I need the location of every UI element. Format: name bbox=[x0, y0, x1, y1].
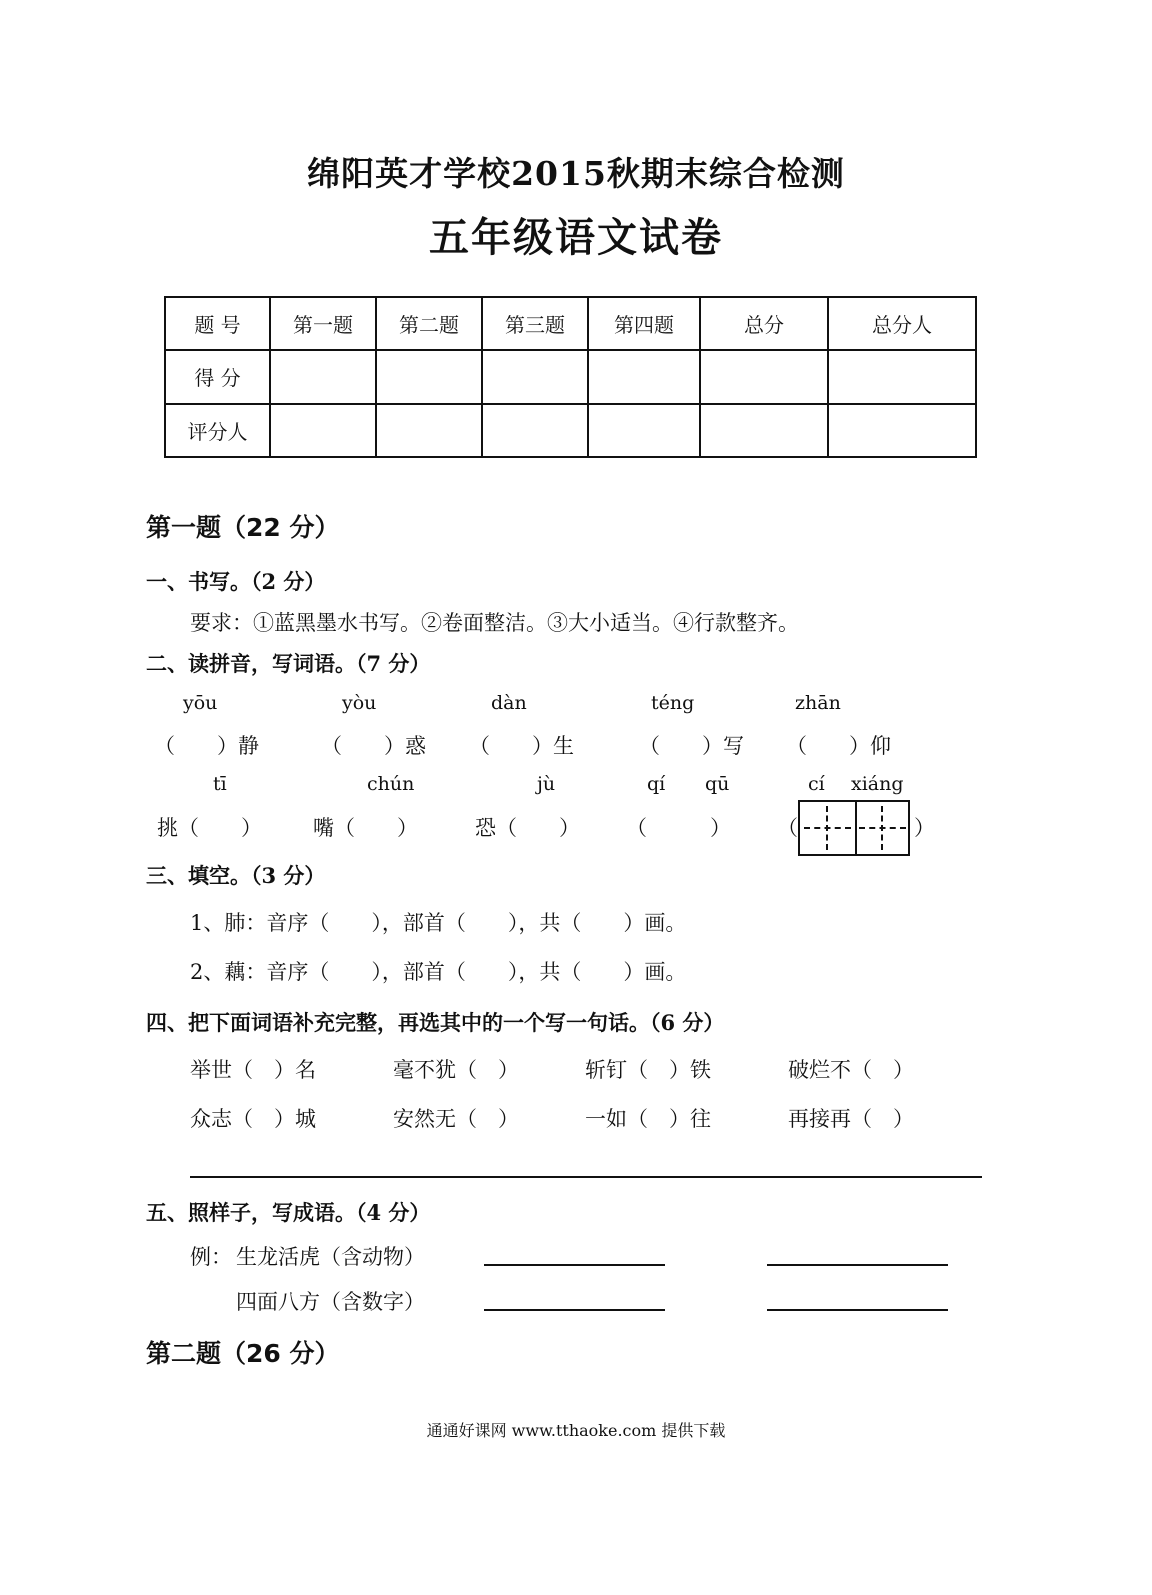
score-table bbox=[164, 296, 977, 458]
pinyin-blank[interactable]: 恐（ ） bbox=[475, 816, 580, 840]
tianzige-cell[interactable] bbox=[855, 802, 910, 854]
score-table-header-row bbox=[165, 297, 976, 350]
score-header-cell: 第三题 bbox=[482, 297, 588, 350]
pinyin: téng bbox=[651, 692, 695, 714]
pinyin-blank[interactable]: （ ）惑 bbox=[321, 734, 426, 758]
pinyin: chún bbox=[367, 773, 415, 795]
score-cell[interactable] bbox=[700, 350, 828, 403]
document-title: 绵阳英才学校2015秋期末综合检测 bbox=[307, 154, 845, 193]
pinyin: yōu bbox=[183, 692, 218, 714]
pinyin: yòu bbox=[342, 692, 377, 714]
open-paren: （ bbox=[777, 816, 798, 840]
score-cell[interactable] bbox=[828, 404, 976, 457]
pinyin: jù bbox=[537, 773, 556, 795]
score-header-cell: 第二题 bbox=[376, 297, 482, 350]
pinyin: cí bbox=[808, 773, 825, 795]
idiom-blank[interactable]: 举世（ ）名 bbox=[190, 1058, 316, 1082]
close-paren: ） bbox=[914, 816, 935, 840]
score-table-row bbox=[165, 350, 976, 403]
score-row-label: 评分人 bbox=[165, 404, 270, 457]
question-two-title: 二、读拼音，写词语。（7 分） bbox=[146, 651, 431, 676]
score-header-cell: 总分 bbox=[700, 297, 828, 350]
score-row-label: 得 分 bbox=[165, 350, 270, 403]
footer-credit: 通通好课网 www.tthaoke.com 提供下载 bbox=[426, 1421, 726, 1440]
section-two-title: 第二题（26 分） bbox=[146, 1339, 340, 1368]
score-cell[interactable] bbox=[270, 350, 376, 403]
idiom-blank[interactable]: 毫不犹（ ） bbox=[393, 1058, 519, 1082]
score-cell[interactable] bbox=[588, 350, 700, 403]
idiom-answer-line[interactable] bbox=[484, 1264, 665, 1266]
pinyin: tī bbox=[213, 773, 227, 795]
tianzige-cell[interactable] bbox=[800, 802, 857, 854]
pinyin-blank[interactable]: （ ） bbox=[626, 816, 731, 840]
fill-blank-line[interactable]: 1、肺：音序（ ），部首（ ），共（ ）画。 bbox=[190, 911, 687, 935]
score-cell[interactable] bbox=[482, 404, 588, 457]
document-subtitle: 五年级语文试卷 bbox=[429, 215, 723, 261]
pinyin-blank[interactable]: 挑（ ） bbox=[157, 816, 262, 840]
score-cell[interactable] bbox=[700, 404, 828, 457]
score-header-cell: 总分人 bbox=[828, 297, 976, 350]
idiom-answer-line[interactable] bbox=[484, 1309, 665, 1311]
score-cell[interactable] bbox=[828, 350, 976, 403]
score-cell[interactable] bbox=[270, 404, 376, 457]
idiom-blank[interactable]: 安然无（ ） bbox=[393, 1107, 519, 1131]
pinyin: qí bbox=[647, 773, 666, 795]
pinyin: zhān bbox=[795, 692, 841, 714]
pinyin-blank[interactable]: 嘴（ ） bbox=[313, 816, 418, 840]
pinyin: xiáng bbox=[851, 773, 904, 795]
question-five-title: 五、照样子，写成语。（4 分） bbox=[146, 1200, 431, 1225]
idiom-example: 生龙活虎（含动物） bbox=[236, 1245, 425, 1269]
question-three-title: 三、填空。（3 分） bbox=[146, 863, 326, 888]
pinyin: dàn bbox=[491, 692, 527, 714]
fill-blank-line[interactable]: 2、藕：音序（ ），部首（ ），共（ ）画。 bbox=[190, 960, 687, 984]
example-prefix: 例： bbox=[190, 1245, 232, 1269]
idiom-answer-line[interactable] bbox=[767, 1264, 948, 1266]
score-cell[interactable] bbox=[376, 404, 482, 457]
pinyin-blank[interactable]: （ ）静 bbox=[154, 734, 259, 758]
idiom-answer-line[interactable] bbox=[767, 1309, 948, 1311]
pinyin-blank[interactable]: （ ）生 bbox=[469, 734, 574, 758]
writing-requirements: 要求：①蓝黑墨水书写。②卷面整洁。③大小适当。④行款整齐。 bbox=[190, 611, 799, 635]
score-cell[interactable] bbox=[588, 404, 700, 457]
idiom-blank[interactable]: 再接再（ ） bbox=[788, 1107, 914, 1131]
idiom-blank[interactable]: 破烂不（ ） bbox=[788, 1058, 914, 1082]
question-one-title: 一、书写。（2 分） bbox=[146, 569, 326, 594]
tianzige-grid[interactable] bbox=[798, 800, 910, 856]
score-table-row bbox=[165, 404, 976, 457]
idiom-blank[interactable]: 一如（ ）往 bbox=[585, 1107, 711, 1131]
pinyin-blank[interactable]: （ ）写 bbox=[639, 734, 744, 758]
pinyin: qū bbox=[705, 773, 730, 795]
score-header-cell: 第一题 bbox=[270, 297, 376, 350]
section-one-title: 第一题（22 分） bbox=[146, 513, 340, 542]
score-header-cell: 题 号 bbox=[165, 297, 270, 350]
idiom-blank[interactable]: 斩钉（ ）铁 bbox=[585, 1058, 711, 1082]
idiom-blank[interactable]: 众志（ ）城 bbox=[190, 1107, 316, 1131]
score-cell[interactable] bbox=[376, 350, 482, 403]
score-cell[interactable] bbox=[482, 350, 588, 403]
pinyin-blank[interactable]: （ ）仰 bbox=[786, 734, 891, 758]
score-header-cell: 第四题 bbox=[588, 297, 700, 350]
sentence-answer-line[interactable] bbox=[190, 1176, 982, 1178]
question-four-title: 四、把下面词语补充完整，再选其中的一个写一句话。（6 分） bbox=[146, 1010, 725, 1035]
idiom-example: 四面八方（含数字） bbox=[236, 1290, 425, 1314]
